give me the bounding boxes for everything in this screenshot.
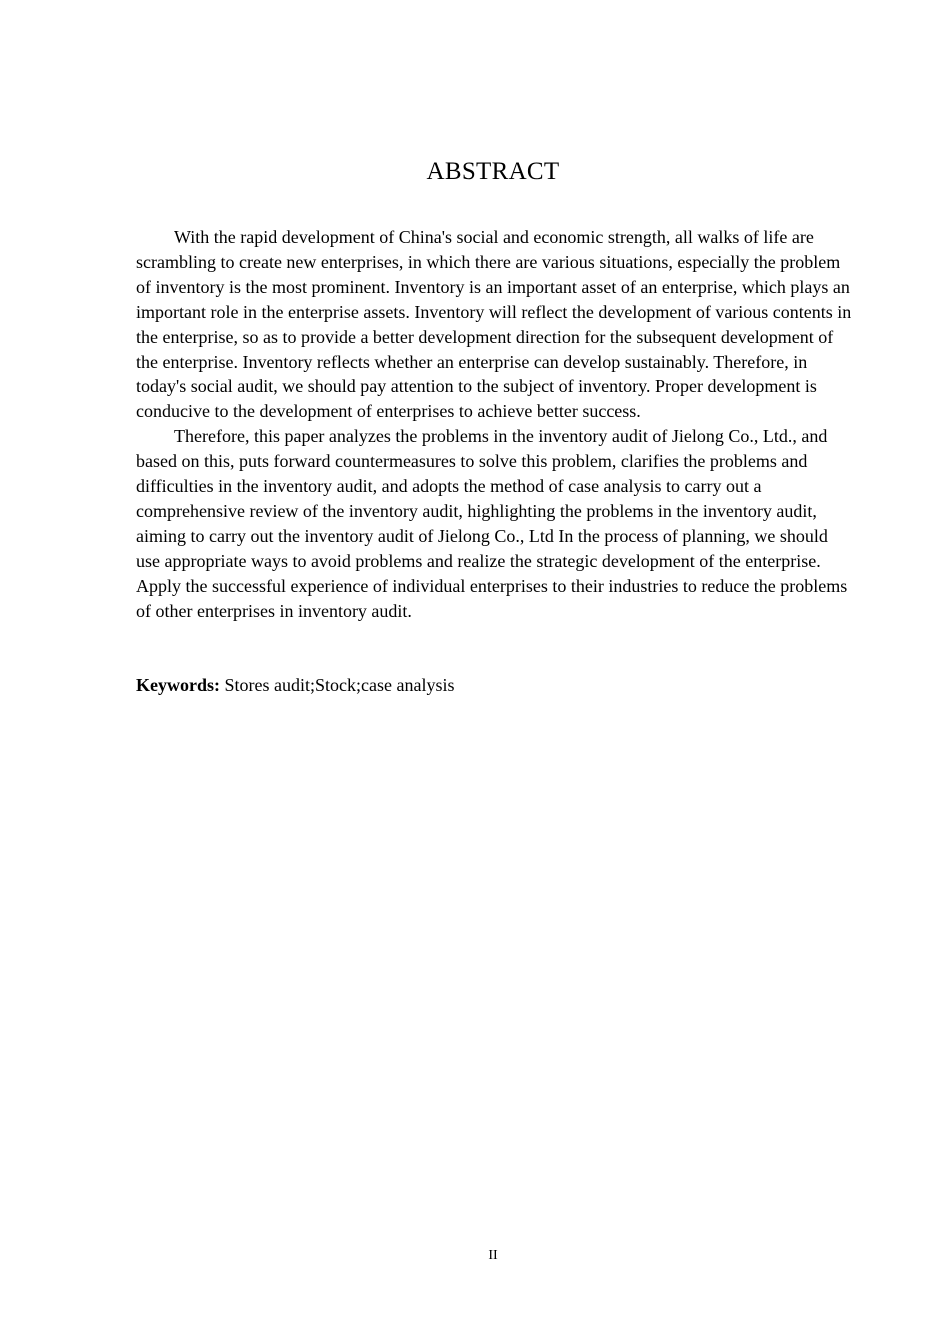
abstract-paragraph-2: Therefore, this paper analyzes the problems in the inventory audit of Jielong Co., Ltd., and based on this, puts forward countermeasures to solve this problem, clarifies the problems and difficulties in the inventory audit, and adopts the method of case analysis to carry out a comprehensive review of the inventory audit, highlighting the problems in the inventory audit, aiming to carry out the inventory audit of Jielong Co., Ltd In the process of planning, we should use appropriate ways to avoid problems and realize the strategic development of the enterprise. Apply the successful experience of individual enterprises to their industries to reduce the problems of other enterprises in inventory audit.: [136, 426, 848, 621]
abstract-paragraph-1: With the rapid development of China's social and economic strength, all walks of life are scrambling to create new enterprises, in which there are various situations, especially the problem of inventory is the most prominent. Inventory is an important asset of an enterprise, which plays an important role in the enterprise assets. Inventory will reflect the development of various contents in the enterprise, so as to provide a better development direction for the subsequent development of the enterprise. Inventory reflects whether an enterprise can develop sustainably. Therefore, in today's social audit, we should pay attention to the subject of inventory. Proper development is conducive to the development of enterprises to achieve better success.: [136, 227, 852, 422]
page-number: II: [488, 1248, 498, 1263]
abstract-body: [136, 225, 852, 624]
keywords-value: Stores audit;Stock;case analysis: [224, 675, 455, 695]
keywords-line: [136, 673, 852, 698]
abstract-title: ABSTRACT: [426, 158, 560, 185]
keywords-label: Keywords:: [136, 675, 220, 695]
